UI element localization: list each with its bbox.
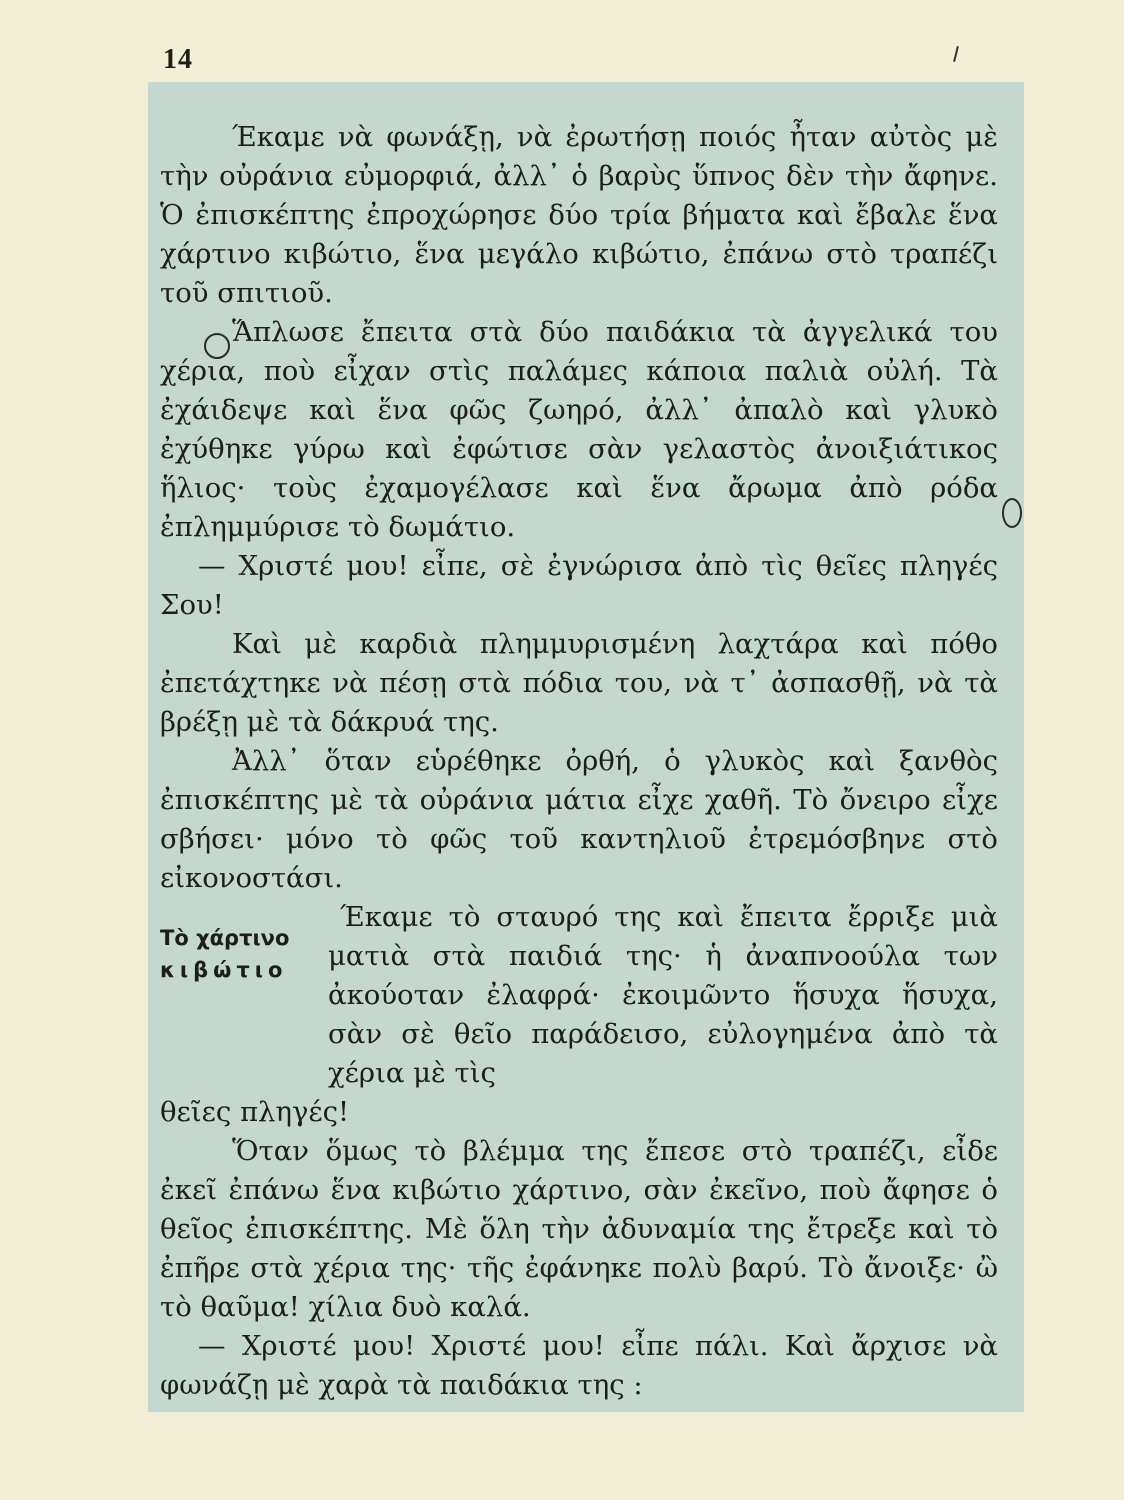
body-text bbox=[160, 118, 998, 1405]
paragraph: Έκαμε νὰ φωνάξῃ, νὰ ἐρωτήσῃ ποιός ἦταν αὐτὸς μὲ τὴν οὐράνια εὐμορφιά, ἀλλ᾽ ὁ βαρὺς ὕπνος δὲν τὴν ἄφηνε. Ὁ ἐπισκέπτης ἐπροχώρησε δύο τρία βήματα καὶ ἔβαλε ἕνα χάρτινο κιβώτιο, ἕνα μεγάλο κιβώτιο, ἐπάνω στὸ τραπέζι τοῦ σπιτιοῦ. bbox=[160, 121, 998, 309]
paragraph: Ὅταν ὅμως τὸ βλέμμα της ἔπεσε στὸ τραπέζι, εἶδε ἐκεῖ ἐπάνω ἕνα κιβώτιο χάρτινο, σὰν ἐκεῖνο, ποὺ ἄφησε ὁ θεῖος ἐπισκέπτης. Μὲ ὅλη τὴν ἀδυναμία της ἔτρεξε καὶ τὸ ἐπῆρε στὰ χέρια της· τῆς ἐφάνηκε πολὺ βαρύ. Τὸ ἄνοιξε· ὢ τὸ θαῦμα! χίλια δυὸ καλά. bbox=[160, 1135, 998, 1323]
paragraph: Ἀλλ᾽ ὅταν εὑρέθηκε ὀρθή, ὁ γλυκὸς καὶ ξανθὸς ἐπισκέπτης μὲ τὰ οὐράνια μάτια εἶχε χαθῆ. Τὸ ὄνειρο εἶχε σβήσει· μόνο τὸ φῶς τοῦ καντηλιοῦ ἐτρεμόσβηνε στὸ εἰκονοστάσι. bbox=[160, 745, 998, 894]
dialog-paragraph: — Χριστέ μου! Χριστέ μου! εἶπε πάλι. Καὶ ἄρχισε νὰ φωνάζῃ μὲ χαρὰ τὰ παιδάκια της : bbox=[160, 1330, 998, 1401]
page-number: 14 bbox=[163, 44, 193, 75]
dialog-paragraph: — Χριστέ μου! εἶπε, σὲ ἐγνώρισα ἀπὸ τὶς θεῖες πληγές Σου! bbox=[160, 550, 998, 621]
paragraph: Ἅπλωσε ἔπειτα στὰ δύο παιδάκια τὰ ἀγγελικά του χέρια, ποὺ εἶχαν στὶς παλάμες κάποια παλιὰ οὐλή. Τὰ ἐχάιδεψε καὶ ἕνα φῶς ζωηρό, ἀλλ᾽ ἀπαλὸ καὶ γλυκὸ ἐχύθηκε γύρω καὶ ἐφώτισε σὰν γελαστὸς ἀνοιξιάτικος ἥλιος· τοὺς ἐχαμογέλασε καὶ ἕνα ἄρωμα ἀπὸ ρόδα ἐπλημμύρισε τὸ δωμάτιο. bbox=[160, 316, 998, 543]
section-with-side-note bbox=[160, 898, 998, 1132]
paragraph-rest: θεῖες πληγές! bbox=[160, 1096, 350, 1128]
paragraph-lead: Έκαμε τὸ σταυρό της καὶ ἔπειτα ἔρριξε μιὰ ματιὰ στὰ παιδιά της· ἡ ἀναπνοούλα των ἀκούοταν ἐλαφρά· ἐκοιμῶντο ἥσυχα ἥσυχα, σὰν σὲ θεῖο παράδεισο, εὐλογημένα ἀπὸ τὰ χέρια μὲ τὶς bbox=[328, 901, 998, 1089]
side-note-heading bbox=[160, 922, 310, 986]
pencil-mark bbox=[953, 46, 959, 62]
paragraph: Καὶ μὲ καρδιὰ πλημμυρισμένη λαχτάρα καὶ πόθο ἐπετάχτηκε νὰ πέσῃ στὰ πόδια του, νὰ τ᾽ ἀσπασθῇ, νὰ τὰ βρέξῃ μὲ τὰ δάκρυά της. bbox=[160, 628, 998, 738]
side-note-line: Τὸ χάρτινο bbox=[160, 926, 290, 950]
pencil-circle-mark bbox=[1002, 498, 1022, 528]
side-note-line: κιβώτιο bbox=[160, 958, 288, 982]
